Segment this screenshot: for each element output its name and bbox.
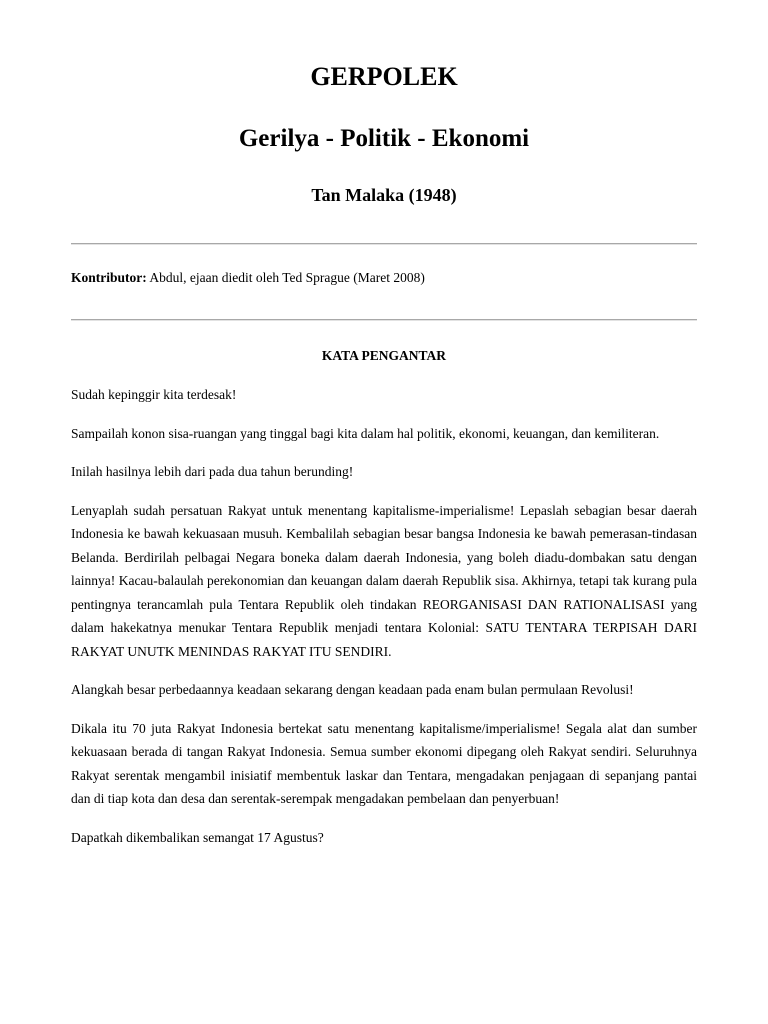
paragraph: Alangkah besar perbedaannya keadaan sekarang dengan keadaan pada enam bulan permulaan Revolusi! bbox=[71, 682, 634, 697]
paragraph: Sudah kepinggir kita terdesak! bbox=[71, 387, 237, 402]
paragraph: Lenyaplah sudah persatuan Rakyat untuk menentang kapitalisme-imperialisme! Lepaslah sebagian besar daerah Indonesia ke bawah kekuasaan musuh. Kembalilah sebagian besar bangsa Indonesia ke bawah pemerasan-tindasan Belanda. Berdirilah pelbagai Negara boneka dalam daerah Indonesia, yang boleh diadu-dombakan satu dengan lainnya! Kacau-balaulah perekonomian dan keuangan dalam daerah Republik sisa. Akhirnya, tetapi tak kurang pula pentingnya terancamlah pula Tentara Republik oleh tindakan REORGANISASI DAN RATIONALISASI yang dalam hakekatnya menukar Tentara Republik menjadi tentara Kolonial: SATU TENTARA TERPISAH DARI RAKYAT UNUTK MENINDAS RAKYAT ITU SENDIRI. bbox=[71, 502, 697, 659]
document-author: Tan Malaka (1948) bbox=[311, 185, 457, 205]
paragraph: Sampailah konon sisa-ruangan yang tinggal bagi kita dalam hal politik, ekonomi, keuangan, dan kemiliteran. bbox=[71, 425, 660, 441]
horizontal-divider-top bbox=[71, 243, 697, 245]
horizontal-divider-bottom bbox=[71, 319, 697, 321]
contributor-line bbox=[71, 268, 697, 288]
section-heading: KATA PENGANTAR bbox=[321, 348, 447, 363]
paragraph: Dapatkah dikembalikan semangat 17 Agustus? bbox=[71, 829, 324, 845]
paragraph: Dikala itu 70 juta Rakyat Indonesia bertekat satu menentang kapitalisme/imperialisme! Segala alat dan sumber kekuasaan berada di tangan Rakyat Indonesia. Semua sumber ekonomi dipegang oleh Rakyat sendiri. Seluruhnya Rakyat serentak mengambil inisiatif membentuk laskar dan Tentara, mengadakan penjagaan di sepanjang pantai dan di tiap kota dan desa dan serentak-serempak mengadakan pembelaan dan penyerbuan! bbox=[71, 720, 697, 806]
document-title: GERPOLEK bbox=[310, 62, 458, 91]
contributor-text: Abdul, ejaan diedit oleh Ted Sprague (Maret 2008) bbox=[146, 270, 425, 285]
contributor-label: Kontributor: bbox=[71, 270, 147, 285]
document-subtitle: Gerilya - Politik - Ekonomi bbox=[238, 125, 530, 152]
body-text bbox=[71, 383, 697, 849]
paragraph: Inilah hasilnya lebih dari pada dua tahun berunding! bbox=[71, 464, 354, 479]
